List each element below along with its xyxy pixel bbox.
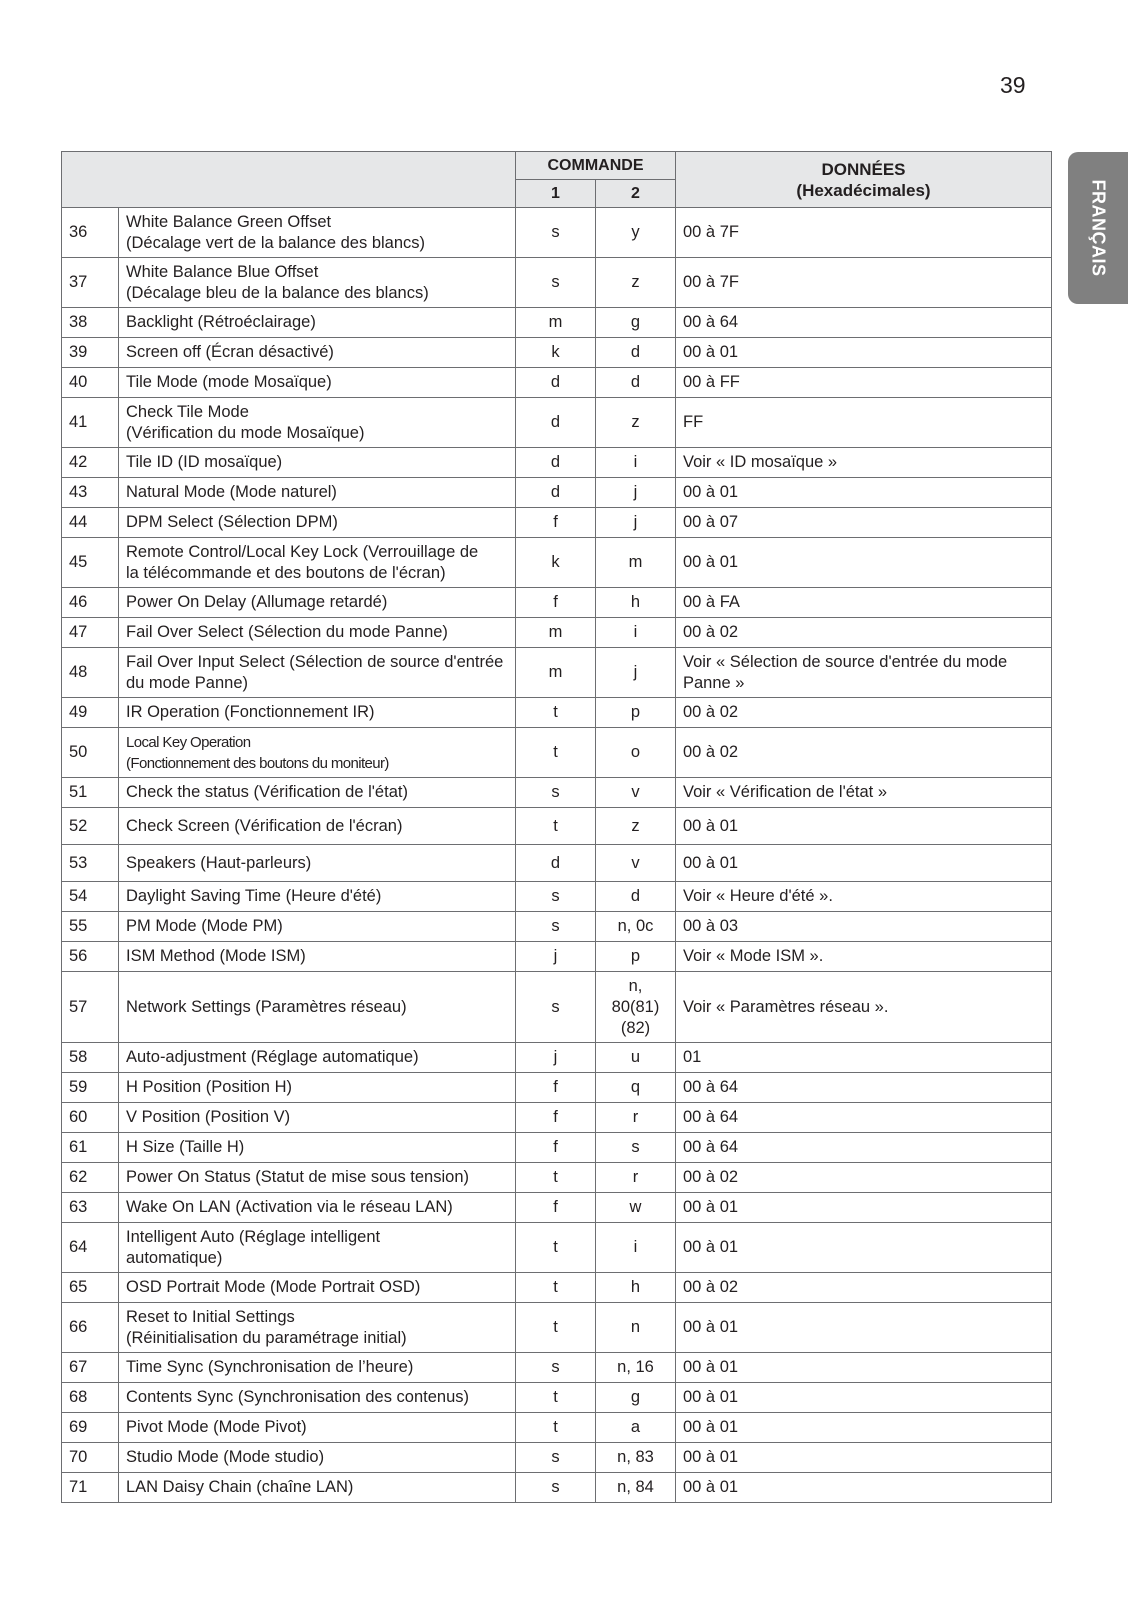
row-command-2: p [596, 698, 676, 728]
row-data: 00 à 02 [676, 728, 1052, 778]
row-number: 38 [62, 308, 119, 338]
row-command-2: r [596, 1163, 676, 1193]
row-data: Voir « Mode ISM ». [676, 942, 1052, 972]
row-number: 51 [62, 778, 119, 808]
language-tab-label: FRANÇAIS [1088, 179, 1109, 277]
table-row [62, 972, 1052, 1043]
row-description: Daylight Saving Time (Heure d'été) [119, 882, 516, 912]
row-data: 00 à 01 [676, 1473, 1052, 1503]
row-description: Natural Mode (Mode naturel) [119, 478, 516, 508]
row-command-2: j [596, 508, 676, 538]
table-row [62, 618, 1052, 648]
row-command-2: d [596, 338, 676, 368]
row-description: H Position (Position H) [119, 1073, 516, 1103]
row-description: Check the status (Vérification de l'état) [119, 778, 516, 808]
row-number: 47 [62, 618, 119, 648]
row-number: 54 [62, 882, 119, 912]
row-data: 00 à FA [676, 588, 1052, 618]
row-number: 71 [62, 1473, 119, 1503]
table-row [62, 698, 1052, 728]
row-command-1: t [516, 1303, 596, 1353]
row-command-1: f [516, 1073, 596, 1103]
table-row [62, 208, 1052, 258]
row-number: 55 [62, 912, 119, 942]
row-data: Voir « ID mosaïque » [676, 448, 1052, 478]
table-row [62, 1103, 1052, 1133]
header-commande: COMMANDE [516, 152, 676, 180]
row-command-1: s [516, 1473, 596, 1503]
row-data: 00 à 01 [676, 1383, 1052, 1413]
table-row [62, 338, 1052, 368]
row-description: ISM Method (Mode ISM) [119, 942, 516, 972]
row-description: Fail Over Input Select (Sélection de source d'entrée du mode Panne) [119, 648, 516, 698]
row-description: LAN Daisy Chain (chaîne LAN) [119, 1473, 516, 1503]
row-description: Fail Over Select (Sélection du mode Panne) [119, 618, 516, 648]
row-description: Screen off (Écran désactivé) [119, 338, 516, 368]
row-description: Reset to Initial Settings (Réinitialisation du paramétrage initial) [119, 1303, 516, 1353]
row-data: 00 à 64 [676, 1133, 1052, 1163]
row-description: Tile Mode (mode Mosaïque) [119, 368, 516, 398]
row-command-1: s [516, 778, 596, 808]
row-command-1: t [516, 1273, 596, 1303]
table-row [62, 1303, 1052, 1353]
row-description: Network Settings (Paramètres réseau) [119, 972, 516, 1043]
row-data: 00 à 01 [676, 1353, 1052, 1383]
row-data: 00 à 01 [676, 1413, 1052, 1443]
row-data: 00 à 01 [676, 1303, 1052, 1353]
row-command-1: d [516, 368, 596, 398]
row-number: 63 [62, 1193, 119, 1223]
row-description: V Position (Position V) [119, 1103, 516, 1133]
row-command-2: g [596, 1383, 676, 1413]
row-description: Auto-adjustment (Réglage automatique) [119, 1043, 516, 1073]
row-command-1: f [516, 1103, 596, 1133]
row-description: Check Screen (Vérification de l'écran) [119, 808, 516, 845]
row-data: 00 à 02 [676, 698, 1052, 728]
row-command-2: z [596, 398, 676, 448]
header-blank-cell [62, 152, 516, 208]
row-data: Voir « Paramètres réseau ». [676, 972, 1052, 1043]
header-col-1: 1 [516, 180, 596, 208]
row-command-2: j [596, 478, 676, 508]
table-row [62, 1073, 1052, 1103]
row-data: 00 à 01 [676, 1443, 1052, 1473]
row-data: 00 à 02 [676, 1273, 1052, 1303]
table-row [62, 648, 1052, 698]
row-data: 00 à 07 [676, 508, 1052, 538]
row-number: 48 [62, 648, 119, 698]
table-row [62, 1193, 1052, 1223]
row-description: Power On Delay (Allumage retardé) [119, 588, 516, 618]
table-row [62, 1163, 1052, 1193]
row-command-2: m [596, 538, 676, 588]
row-data: Voir « Vérification de l'état » [676, 778, 1052, 808]
row-command-1: t [516, 1383, 596, 1413]
row-data: 00 à 01 [676, 1223, 1052, 1273]
row-command-1: s [516, 1353, 596, 1383]
row-command-2: n, 16 [596, 1353, 676, 1383]
row-description: Backlight (Rétroéclairage) [119, 308, 516, 338]
table-row [62, 1443, 1052, 1473]
row-command-2: q [596, 1073, 676, 1103]
row-description: Contents Sync (Synchronisation des contenus) [119, 1383, 516, 1413]
row-data: 00 à 7F [676, 258, 1052, 308]
row-number: 64 [62, 1223, 119, 1273]
row-command-2: h [596, 1273, 676, 1303]
row-description: DPM Select (Sélection DPM) [119, 508, 516, 538]
header-donnees-title: DONNÉES [821, 159, 906, 179]
row-data: 00 à FF [676, 368, 1052, 398]
row-number: 42 [62, 448, 119, 478]
row-number: 52 [62, 808, 119, 845]
table-row [62, 1473, 1052, 1503]
row-command-2: v [596, 778, 676, 808]
row-command-2: n [596, 1303, 676, 1353]
row-description: White Balance Green Offset (Décalage vert de la balance des blancs) [119, 208, 516, 258]
command-table [61, 151, 1052, 1503]
row-data: 01 [676, 1043, 1052, 1073]
table-row [62, 368, 1052, 398]
row-number: 65 [62, 1273, 119, 1303]
row-command-2: j [596, 648, 676, 698]
row-number: 62 [62, 1163, 119, 1193]
row-command-1: d [516, 478, 596, 508]
row-description: H Size (Taille H) [119, 1133, 516, 1163]
row-number: 43 [62, 478, 119, 508]
row-data: 00 à 01 [676, 338, 1052, 368]
row-description: Power On Status (Statut de mise sous tension) [119, 1163, 516, 1193]
row-command-2: z [596, 808, 676, 845]
row-command-2: a [596, 1413, 676, 1443]
table-row [62, 538, 1052, 588]
row-number: 66 [62, 1303, 119, 1353]
row-description: PM Mode (Mode PM) [119, 912, 516, 942]
row-number: 39 [62, 338, 119, 368]
table-row [62, 882, 1052, 912]
row-number: 59 [62, 1073, 119, 1103]
table-body [62, 208, 1052, 1503]
row-data: 00 à 64 [676, 308, 1052, 338]
row-command-2: w [596, 1193, 676, 1223]
row-command-2: y [596, 208, 676, 258]
row-number: 70 [62, 1443, 119, 1473]
row-number: 44 [62, 508, 119, 538]
row-command-2: n, 83 [596, 1443, 676, 1473]
table-row [62, 778, 1052, 808]
row-data: 00 à 01 [676, 808, 1052, 845]
row-number: 58 [62, 1043, 119, 1073]
row-command-1: s [516, 972, 596, 1043]
row-description: Intelligent Auto (Réglage intelligent automatique) [119, 1223, 516, 1273]
table-row [62, 1273, 1052, 1303]
row-command-1: j [516, 1043, 596, 1073]
row-command-1: t [516, 1413, 596, 1443]
row-description: Studio Mode (Mode studio) [119, 1443, 516, 1473]
header-col-2: 2 [596, 180, 676, 208]
row-command-1: t [516, 1223, 596, 1273]
row-command-1: d [516, 448, 596, 478]
table-row [62, 588, 1052, 618]
table-row [62, 1133, 1052, 1163]
row-data: 00 à 64 [676, 1103, 1052, 1133]
row-command-1: m [516, 618, 596, 648]
row-data: 00 à 64 [676, 1073, 1052, 1103]
row-command-1: m [516, 308, 596, 338]
row-description: Time Sync (Synchronisation de l’heure) [119, 1353, 516, 1383]
header-donnees-subtitle: (Hexadécimales) [796, 180, 931, 200]
table-row [62, 1223, 1052, 1273]
row-command-2: g [596, 308, 676, 338]
row-number: 49 [62, 698, 119, 728]
row-command-1: d [516, 398, 596, 448]
row-number: 36 [62, 208, 119, 258]
row-data: Voir « Sélection de source d'entrée du mode Panne » [676, 648, 1052, 698]
row-number: 41 [62, 398, 119, 448]
row-data: 00 à 01 [676, 538, 1052, 588]
row-command-2: p [596, 942, 676, 972]
table-row [62, 258, 1052, 308]
row-description: Pivot Mode (Mode Pivot) [119, 1413, 516, 1443]
table-row [62, 728, 1052, 778]
row-command-2: o [596, 728, 676, 778]
row-command-2: v [596, 845, 676, 882]
row-description: Wake On LAN (Activation via le réseau LAN) [119, 1193, 516, 1223]
row-description: Tile ID (ID mosaïque) [119, 448, 516, 478]
row-data: 00 à 7F [676, 208, 1052, 258]
row-command-1: t [516, 728, 596, 778]
table-row [62, 508, 1052, 538]
row-command-1: t [516, 808, 596, 845]
row-command-1: f [516, 508, 596, 538]
row-command-1: m [516, 648, 596, 698]
row-command-2: d [596, 882, 676, 912]
table-row [62, 398, 1052, 448]
row-command-2: n, 80(81) (82) [596, 972, 676, 1043]
row-number: 61 [62, 1133, 119, 1163]
row-number: 37 [62, 258, 119, 308]
table-row [62, 912, 1052, 942]
row-command-2: z [596, 258, 676, 308]
table-row [62, 478, 1052, 508]
row-description: Speakers (Haut-parleurs) [119, 845, 516, 882]
table-row [62, 808, 1052, 845]
row-number: 67 [62, 1353, 119, 1383]
table-row [62, 1383, 1052, 1413]
row-command-1: f [516, 1133, 596, 1163]
row-command-1: t [516, 698, 596, 728]
table-row [62, 448, 1052, 478]
row-command-2: i [596, 1223, 676, 1273]
row-data: Voir « Heure d'été ». [676, 882, 1052, 912]
table-row [62, 942, 1052, 972]
row-command-1: d [516, 845, 596, 882]
row-description: Remote Control/Local Key Lock (Verrouillage de la télécommande et des boutons de l'écran) [119, 538, 516, 588]
row-command-2: s [596, 1133, 676, 1163]
row-command-1: j [516, 942, 596, 972]
table-row [62, 1413, 1052, 1443]
row-command-1: s [516, 1443, 596, 1473]
row-data: 00 à 01 [676, 478, 1052, 508]
row-number: 68 [62, 1383, 119, 1413]
row-command-2: d [596, 368, 676, 398]
row-data: FF [676, 398, 1052, 448]
row-command-2: n, 84 [596, 1473, 676, 1503]
row-command-2: i [596, 618, 676, 648]
row-command-2: h [596, 588, 676, 618]
row-number: 46 [62, 588, 119, 618]
row-data: 00 à 01 [676, 1193, 1052, 1223]
table-header [62, 152, 1052, 208]
row-command-2: i [596, 448, 676, 478]
row-number: 40 [62, 368, 119, 398]
row-description: Local Key Operation (Fonctionnement des boutons du moniteur) [119, 728, 516, 778]
row-number: 53 [62, 845, 119, 882]
row-number: 45 [62, 538, 119, 588]
row-command-1: s [516, 882, 596, 912]
row-command-1: k [516, 338, 596, 368]
row-command-1: t [516, 1163, 596, 1193]
table-row [62, 1043, 1052, 1073]
row-data: 00 à 01 [676, 845, 1052, 882]
language-tab [1068, 152, 1128, 304]
row-description: Check Tile Mode (Vérification du mode Mosaïque) [119, 398, 516, 448]
row-number: 57 [62, 972, 119, 1043]
row-command-1: f [516, 588, 596, 618]
row-data: 00 à 02 [676, 1163, 1052, 1193]
row-description: OSD Portrait Mode (Mode Portrait OSD) [119, 1273, 516, 1303]
table-row [62, 1353, 1052, 1383]
header-donnees [676, 152, 1052, 208]
row-data: 00 à 03 [676, 912, 1052, 942]
row-command-2: n, 0c [596, 912, 676, 942]
row-number: 69 [62, 1413, 119, 1443]
row-command-2: r [596, 1103, 676, 1133]
row-command-1: k [516, 538, 596, 588]
row-command-1: s [516, 258, 596, 308]
row-command-2: u [596, 1043, 676, 1073]
row-number: 56 [62, 942, 119, 972]
row-description: IR Operation (Fonctionnement IR) [119, 698, 516, 728]
row-number: 60 [62, 1103, 119, 1133]
table-row [62, 845, 1052, 882]
page-number: 39 [1000, 72, 1026, 98]
row-data: 00 à 02 [676, 618, 1052, 648]
table-row [62, 308, 1052, 338]
row-description: White Balance Blue Offset (Décalage bleu de la balance des blancs) [119, 258, 516, 308]
row-command-1: f [516, 1193, 596, 1223]
row-number: 50 [62, 728, 119, 778]
row-command-1: s [516, 912, 596, 942]
row-command-1: s [516, 208, 596, 258]
